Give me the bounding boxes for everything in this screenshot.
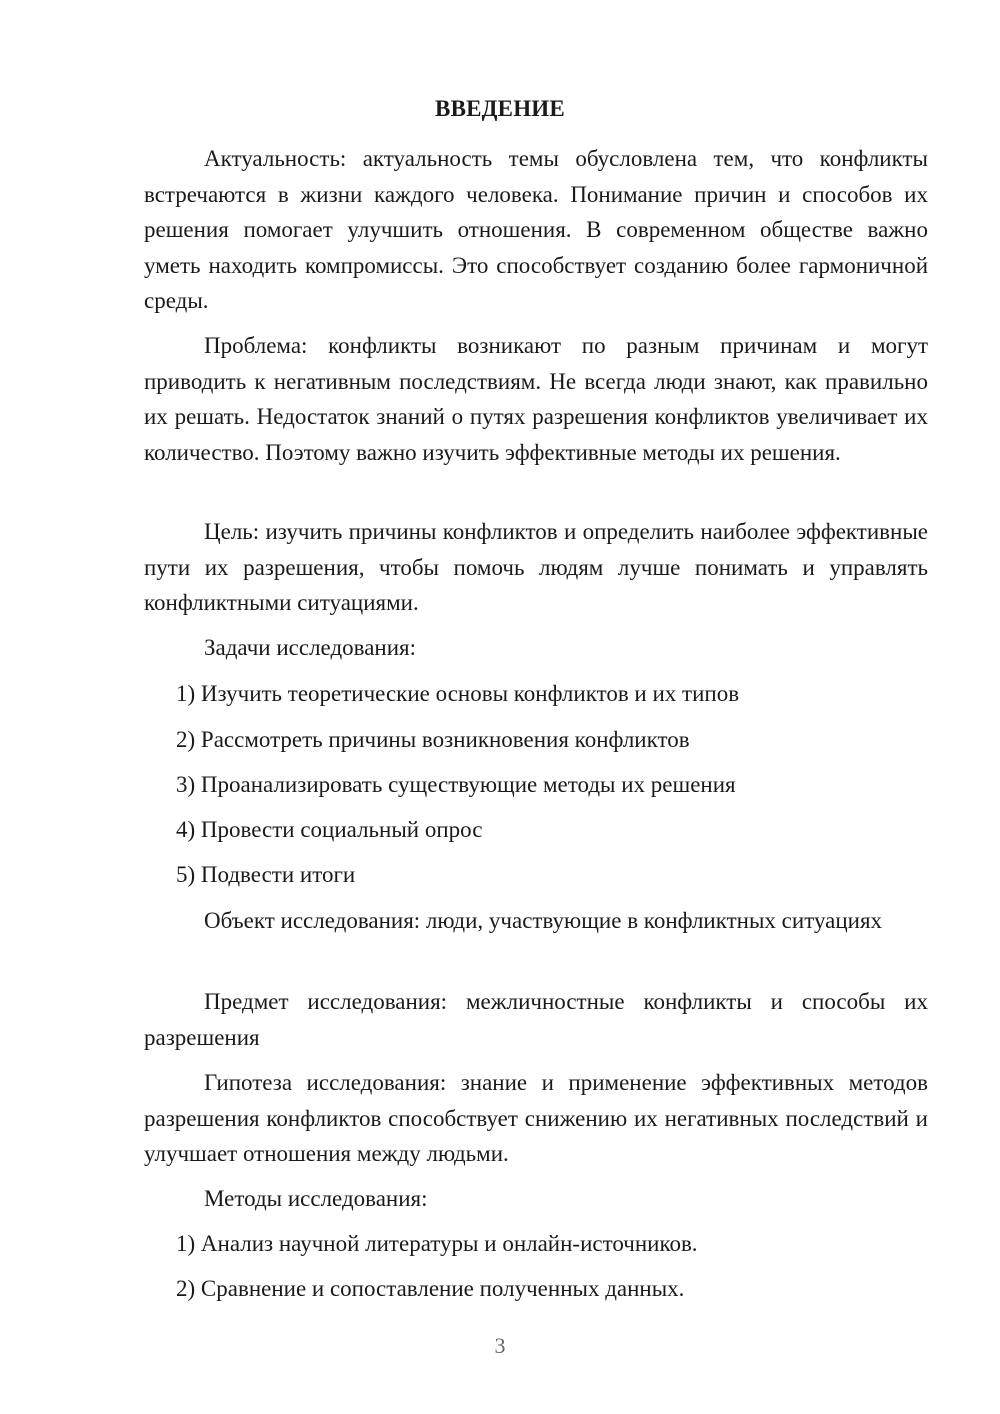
task-item: 4) Провести социальный опрос	[176, 817, 483, 842]
methods-heading: Методы исследования:	[204, 1186, 428, 1211]
problem-paragraph: Проблема: конфликты возникают по разным причинам и могут приводить к негативным последствиям. Не всегда люди знают, как правильно их решать. Недостаток знаний о путях разрешения конфликтов увеличивает их количество. Поэтому важно изучить эффективные методы их решения.	[144, 333, 928, 465]
task-item: 2) Рассмотреть причины возникновения конфликтов	[176, 727, 690, 752]
object-paragraph: Объект исследования: люди, участвующие в конфликтных ситуациях	[204, 908, 883, 933]
hypothesis-paragraph: Гипотеза исследования: знание и применение эффективных методов разрешения конфликтов способствует снижению их негативных последствий и улучшает отношения между людьми.	[144, 1070, 928, 1166]
task-item: 3) Проанализировать существующие методы их решения	[176, 772, 736, 797]
method-item: 2) Сравнение и сопоставление полученных данных.	[176, 1276, 685, 1301]
subject-paragraph: Предмет исследования: межличностные конфликты и способы их разрешения	[144, 989, 928, 1050]
task-item: 5) Подвести итоги	[176, 862, 356, 887]
tasks-heading: Задачи исследования:	[204, 635, 417, 660]
relevance-paragraph: Актуальность: актуальность темы обусловлена тем, что конфликты встречаются в жизни каждого человека. Понимание причин и способов их решения помогает улучшить отношения. В современном обществе важно уметь находить компромиссы. Это способствует созданию более гармоничной среды.	[144, 146, 928, 313]
goal-paragraph: Цель: изучить причины конфликтов и определить наиболее эффективные пути их разрешения, чтобы помочь людям лучше понимать и управлять конфликтными ситуациями.	[144, 519, 928, 615]
task-item: 1) Изучить теоретические основы конфликтов и их типов	[176, 681, 740, 706]
method-item: 1) Анализ научной литературы и онлайн-источников.	[176, 1231, 698, 1256]
page-number: 3	[494, 1333, 506, 1358]
page-title: ВВЕДЕНИЕ	[435, 96, 565, 121]
